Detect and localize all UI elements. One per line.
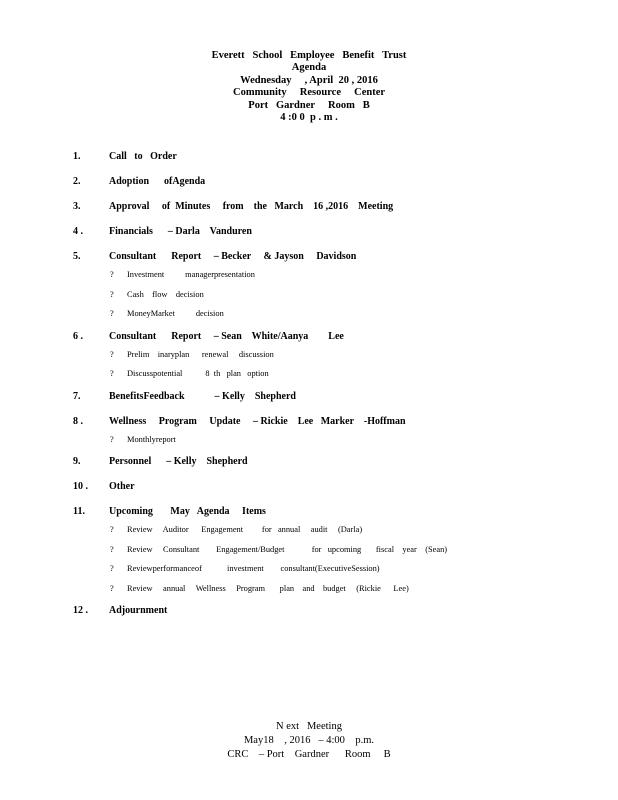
- agenda-subitem-text: MoneyMarket decision: [127, 309, 224, 318]
- agenda-item-row: [0, 250, 618, 263]
- agenda-item-number: 5.: [73, 251, 81, 262]
- agenda-subitem-text: Cash flow decision: [127, 289, 204, 299]
- agenda-subitem: [0, 345, 618, 365]
- agenda-item-number: 4 .: [73, 226, 83, 237]
- bullet-icon: ?: [110, 544, 114, 554]
- meeting-venue: Community Resource Center: [232, 87, 386, 99]
- agenda-item: [0, 390, 618, 403]
- agenda-subitem-list: [0, 520, 618, 598]
- agenda-item-title: BenefitsFeedback – Kelly Shepherd: [109, 390, 296, 402]
- agenda-item-title: Call to Order: [109, 151, 177, 162]
- agenda-subitem-list: [0, 265, 618, 324]
- agenda-item-title: Adjournment: [109, 605, 168, 616]
- org-name: Everett School Employee Benefit Trust: [211, 50, 407, 61]
- agenda-item: [0, 330, 618, 384]
- agenda-subitem-text: Review annual Wellness Program plan and budget (Rickie Lee): [127, 583, 409, 593]
- agenda-subitem-text: Investment managerpresentation: [127, 270, 255, 279]
- agenda-item-title: Upcoming May Agenda Items: [109, 506, 266, 517]
- agenda-item: [0, 455, 618, 468]
- agenda-item: [0, 604, 618, 617]
- agenda-item-number: 12 .: [73, 605, 88, 616]
- bullet-icon: ?: [110, 525, 114, 534]
- meeting-date: Wednesday , April 20 , 2016: [240, 74, 378, 86]
- agenda-item-number: 10 .: [73, 481, 88, 492]
- agenda-item-number: 9.: [73, 456, 81, 467]
- agenda-item-number: 1.: [73, 151, 81, 162]
- bullet-icon: ?: [110, 349, 114, 359]
- agenda-item-row: [0, 480, 618, 493]
- agenda-item-title: Approval of Minutes from the March 16 ,2016 Meeting: [109, 201, 394, 212]
- agenda-subitem: [0, 430, 618, 450]
- agenda-item: [0, 175, 618, 188]
- agenda-subitem-text: Review Auditor Engagement for annual audit (Darla): [127, 525, 363, 534]
- agenda-item-row: [0, 415, 618, 428]
- agenda-subitem-text: Discusspotential 8 th plan option: [127, 369, 269, 378]
- agenda-subitem: [0, 559, 618, 579]
- agenda-item-title: Consultant Report – Sean White/Aanya Lee: [109, 330, 344, 342]
- next-meeting-date: May18 , 2016 – 4:00 p.m.: [243, 735, 375, 746]
- agenda-subitem-text: Monthlyreport: [127, 434, 176, 444]
- agenda-item: [0, 505, 618, 598]
- agenda-item-row: [0, 225, 618, 238]
- next-meeting-location: CRC – Port Gardner Room B: [227, 749, 391, 760]
- agenda-item: [0, 480, 618, 493]
- bullet-icon: ?: [110, 289, 114, 299]
- agenda-list: [0, 150, 618, 629]
- agenda-header: [0, 50, 618, 124]
- agenda-item-row: [0, 604, 618, 617]
- agenda-item-row: [0, 390, 618, 403]
- agenda-subitem-text: Prelim inaryplan renewal discussion: [127, 349, 274, 359]
- agenda-item-title: Wellness Program Update – Rickie Lee Marker -Hoffman: [109, 415, 406, 427]
- agenda-item-title: Consultant Report – Becker & Jayson Davidson: [109, 251, 357, 262]
- agenda-item: [0, 250, 618, 324]
- bullet-icon: ?: [110, 434, 114, 444]
- agenda-item: [0, 200, 618, 213]
- agenda-item-row: [0, 505, 618, 518]
- bullet-icon: ?: [110, 270, 114, 279]
- next-meeting-footer: [0, 720, 618, 762]
- meeting-room: Port Gardner Room B: [248, 99, 370, 111]
- agenda-subitem: [0, 265, 618, 285]
- agenda-subitem: [0, 285, 618, 305]
- bullet-icon: ?: [110, 369, 114, 378]
- agenda-item-row: [0, 150, 618, 163]
- agenda-item-title: Financials – Darla Vanduren: [109, 226, 252, 237]
- agenda-item: [0, 415, 618, 450]
- bullet-icon: ?: [110, 309, 114, 318]
- agenda-subitem: [0, 520, 618, 540]
- agenda-subitem: [0, 364, 618, 384]
- agenda-subitem: [0, 304, 618, 324]
- agenda-item-number: 2.: [73, 176, 81, 187]
- meeting-time: 4 :0 0 p . m .: [280, 112, 338, 124]
- agenda-item-row: [0, 455, 618, 468]
- agenda-item-number: 7.: [73, 390, 81, 402]
- agenda-item-title: Other: [109, 481, 135, 492]
- agenda-subitem: [0, 579, 618, 599]
- agenda-item-row: [0, 200, 618, 213]
- agenda-subitem-list: [0, 430, 618, 450]
- agenda-item: [0, 225, 618, 238]
- agenda-subitem-text: Review Consultant Engagement/Budget for upcoming fiscal year (Sean): [127, 544, 448, 554]
- agenda-item-title: Adoption ofAgenda: [109, 176, 206, 187]
- agenda-item-number: 3.: [73, 201, 81, 212]
- agenda-item-title: Personnel – Kelly Shepherd: [109, 456, 248, 467]
- agenda-subitem-list: [0, 345, 618, 384]
- doc-title: Agenda: [291, 62, 327, 74]
- agenda-subitem: [0, 540, 618, 560]
- agenda-item-row: [0, 330, 618, 343]
- agenda-item-number: 8 .: [73, 415, 83, 427]
- bullet-icon: ?: [110, 583, 114, 593]
- agenda-item-number: 6 .: [73, 330, 83, 342]
- agenda-subitem-text: Reviewperformanceof investment consultant(ExecutiveSession): [127, 564, 380, 573]
- agenda-item-number: 11.: [73, 506, 85, 517]
- agenda-item-row: [0, 175, 618, 188]
- agenda-item: [0, 150, 618, 163]
- bullet-icon: ?: [110, 564, 114, 573]
- next-meeting-label: N ext Meeting: [276, 721, 342, 732]
